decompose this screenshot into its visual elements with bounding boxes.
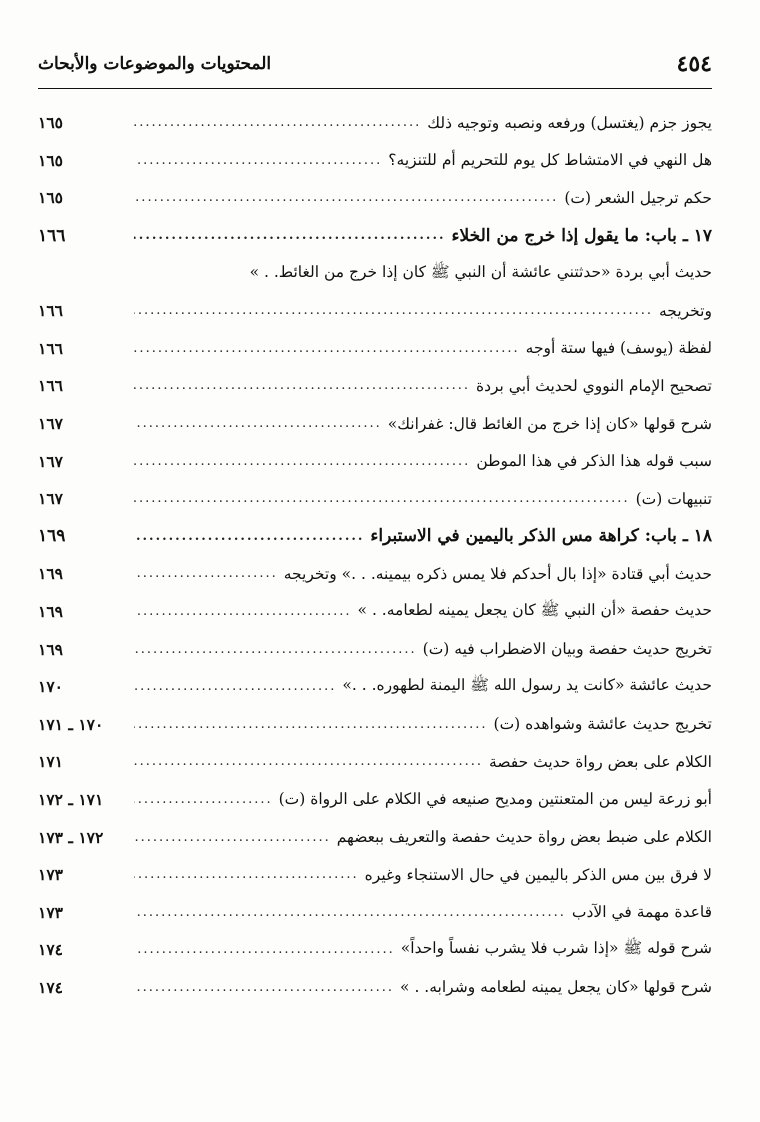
entry-page-number (38, 564, 130, 583)
entry-page-number (38, 790, 130, 809)
page-header (38, 44, 712, 84)
entry-page-number (38, 865, 130, 884)
entry-page-number-text: ١٧٠ ـ ١٧١ (38, 714, 104, 734)
entry-title: تنبيهات (ت) (635, 489, 712, 508)
entry-page-number (38, 489, 130, 508)
dot-leader (134, 831, 331, 844)
entry-title: حديث حفصة «أن النبي ﷺ كان يجعل يمينه لطعامه. . » (357, 601, 712, 620)
entry-page-number (38, 640, 130, 659)
dot-leader (134, 530, 364, 543)
entry-page-number-text: ١٦٧ (38, 414, 63, 434)
entry-page-number (38, 301, 130, 320)
entry-page-number (38, 828, 130, 847)
dot-leader (134, 643, 417, 656)
dot-leader (134, 342, 520, 355)
dot-leader (134, 116, 421, 129)
toc-entry (38, 668, 712, 706)
entry-page-number (38, 376, 130, 395)
toc-entry (38, 893, 712, 931)
table-of-contents (38, 104, 712, 1006)
entry-title: وتخريجه (659, 301, 712, 320)
entry-page-number-text: ١٦٥ (38, 188, 63, 208)
toc-entry (38, 630, 712, 668)
entry-page-number (38, 151, 130, 170)
entry-page-number-text: ١٧١ ـ ١٧٢ (38, 789, 104, 809)
dot-leader (134, 680, 336, 693)
dot-leader (134, 229, 446, 242)
entry-page-number (38, 677, 130, 696)
toc-entry (38, 743, 712, 781)
toc-entry (38, 442, 712, 480)
entry-page-number (38, 978, 130, 997)
entry-title: تخريج حديث حفصة وبيان الاضطراب فيه (ت) (422, 640, 712, 659)
toc-entry (38, 330, 712, 368)
toc-entry (38, 179, 712, 217)
entry-page-number-text: ١٦٩ (38, 602, 63, 622)
dot-leader (134, 718, 488, 731)
entry-page-number-text: ١٧٤ (38, 940, 63, 960)
dot-leader (134, 191, 558, 204)
entry-page-number (38, 940, 130, 959)
dot-leader (134, 379, 470, 392)
entry-title: شرح قولها «كان إذا خرج من الغائط قال: غفرانك» (387, 414, 712, 433)
toc-entry (38, 405, 712, 443)
dot-leader (134, 906, 566, 919)
entry-page-number (38, 226, 130, 246)
dot-leader (134, 154, 382, 167)
entry-page-number-text: ١٦٦ (38, 225, 66, 246)
entry-page-number-text: ١٦٩ (38, 639, 63, 659)
dot-leader (134, 868, 359, 881)
entry-title: تصحيح الإمام النووي لحديث أبي بردة (475, 376, 712, 395)
entry-page-number-text: ١٦٥ (38, 150, 63, 170)
running-title: المحتويات والموضوعات والأبحاث (38, 54, 272, 74)
entry-page-number (38, 752, 130, 771)
entry-page-number (38, 188, 130, 207)
entry-page-number-text: ١٦٧ (38, 489, 63, 509)
entry-page-number-text: ١٦٦ (38, 338, 63, 358)
entry-title: يجوز جزم (يغتسل) ورفعه ونصبه وتوجيه ذلك (427, 113, 712, 132)
entry-title: سبب قوله هذا الذكر في هذا الموطن (476, 452, 712, 471)
toc-entry (38, 292, 712, 330)
toc-entry (38, 254, 712, 292)
entry-title: الكلام على بعض رواة حديث حفصة (489, 752, 712, 771)
header-rule (38, 88, 712, 89)
entry-page-number-text: ١٦٩ (38, 526, 66, 547)
toc-entry (38, 969, 712, 1007)
dot-leader (134, 304, 653, 317)
dot-leader (134, 793, 273, 806)
entry-title: تخريج حديث عائشة وشواهده (ت) (493, 715, 712, 734)
entry-page-number (38, 526, 130, 546)
entry-page-number-text: ١٦٥ (38, 113, 63, 133)
toc-entry (38, 856, 712, 894)
toc-entry (38, 480, 712, 518)
entry-page-number-text: ١٦٧ (38, 451, 63, 471)
entry-title: هل النهي في الامتشاط كل يوم للتحريم أم للتنزيه؟ (388, 151, 712, 170)
entry-title: أبو زرعة ليس من المتعنتين ومديح صنيعه في الكلام على الرواة (ت) (278, 790, 712, 809)
dot-leader (134, 981, 394, 994)
entry-page-number-text: ١٦٩ (38, 564, 63, 584)
dot-leader (134, 567, 278, 580)
entry-page-number-text: ١٧٤ (38, 977, 63, 997)
page-number: ٤٥٤ (676, 51, 712, 77)
entry-title: قاعدة مهمة في الآدب (571, 903, 712, 922)
entry-page-number (38, 113, 130, 132)
entry-page-number-text: ١٧٠ (38, 677, 63, 697)
entry-page-number (38, 414, 130, 433)
entry-page-number-text: ١٧٣ (38, 865, 63, 885)
entry-title: شرح قوله ﷺ «إذا شرب فلا يشرب نفساً واحداً» (400, 939, 712, 958)
entry-page-number (38, 339, 130, 358)
entry-title: الكلام على ضبط بعض رواة حديث حفصة والتعريف ببعضهم (336, 828, 712, 847)
dot-leader (134, 755, 483, 768)
dot-leader (134, 492, 630, 505)
entry-title: حكم ترجيل الشعر (ت) (564, 188, 712, 207)
entry-page-number-text: ١٧٣ (38, 902, 63, 922)
dot-leader (134, 455, 470, 468)
entry-title: لفظة (يوسف) فيها ستة أوجه (525, 339, 712, 358)
toc-entry (38, 931, 712, 969)
entry-title: لا فرق بين مس الذكر باليمين في حال الاستنجاء وغيره (364, 865, 712, 884)
entry-title: حديث عائشة «كانت يد رسول الله ﷺ اليمنة لطهوره. . .» (342, 676, 712, 695)
entry-page-number (38, 715, 130, 734)
toc-entry (38, 781, 712, 819)
toc-chapter-entry (38, 518, 712, 556)
entry-page-number (38, 903, 130, 922)
entry-page-number-text: ١٧٢ ـ ١٧٣ (38, 827, 104, 847)
entry-page-number (38, 452, 130, 471)
dot-leader (134, 605, 352, 618)
toc-entry (38, 706, 712, 744)
entry-title: ١٨ ـ باب: كراهة مس الذكر باليمين في الاستبراء (370, 526, 712, 547)
entry-page-number (38, 602, 130, 621)
entry-title: شرح قولها «كان يجعل يمينه لطعامه وشرابه. . » (400, 978, 712, 997)
entry-page-number-text: ١٦٦ (38, 301, 63, 321)
entry-title: حديث أبي بردة «حدثتني عائشة أن النبي ﷺ كان إذا خرج من الغائط. . » (249, 262, 712, 281)
entry-title: ١٧ ـ باب: ما يقول إذا خرج من الخلاء (451, 225, 712, 246)
toc-entry (38, 104, 712, 142)
toc-entry (38, 367, 712, 405)
toc-entry (38, 142, 712, 180)
entry-page-number-text: ١٦٦ (38, 376, 63, 396)
toc-entry (38, 593, 712, 631)
entry-title: حديث أبي قتادة «إذا بال أحدكم فلا يمس ذكره بيمينه. . .» وتخريجه (283, 564, 712, 583)
dot-leader (134, 417, 382, 430)
toc-entry (38, 555, 712, 593)
toc-chapter-entry (38, 217, 712, 255)
toc-entry (38, 818, 712, 856)
dot-leader (134, 943, 395, 956)
entry-page-number-text: ١٧١ (38, 752, 63, 772)
